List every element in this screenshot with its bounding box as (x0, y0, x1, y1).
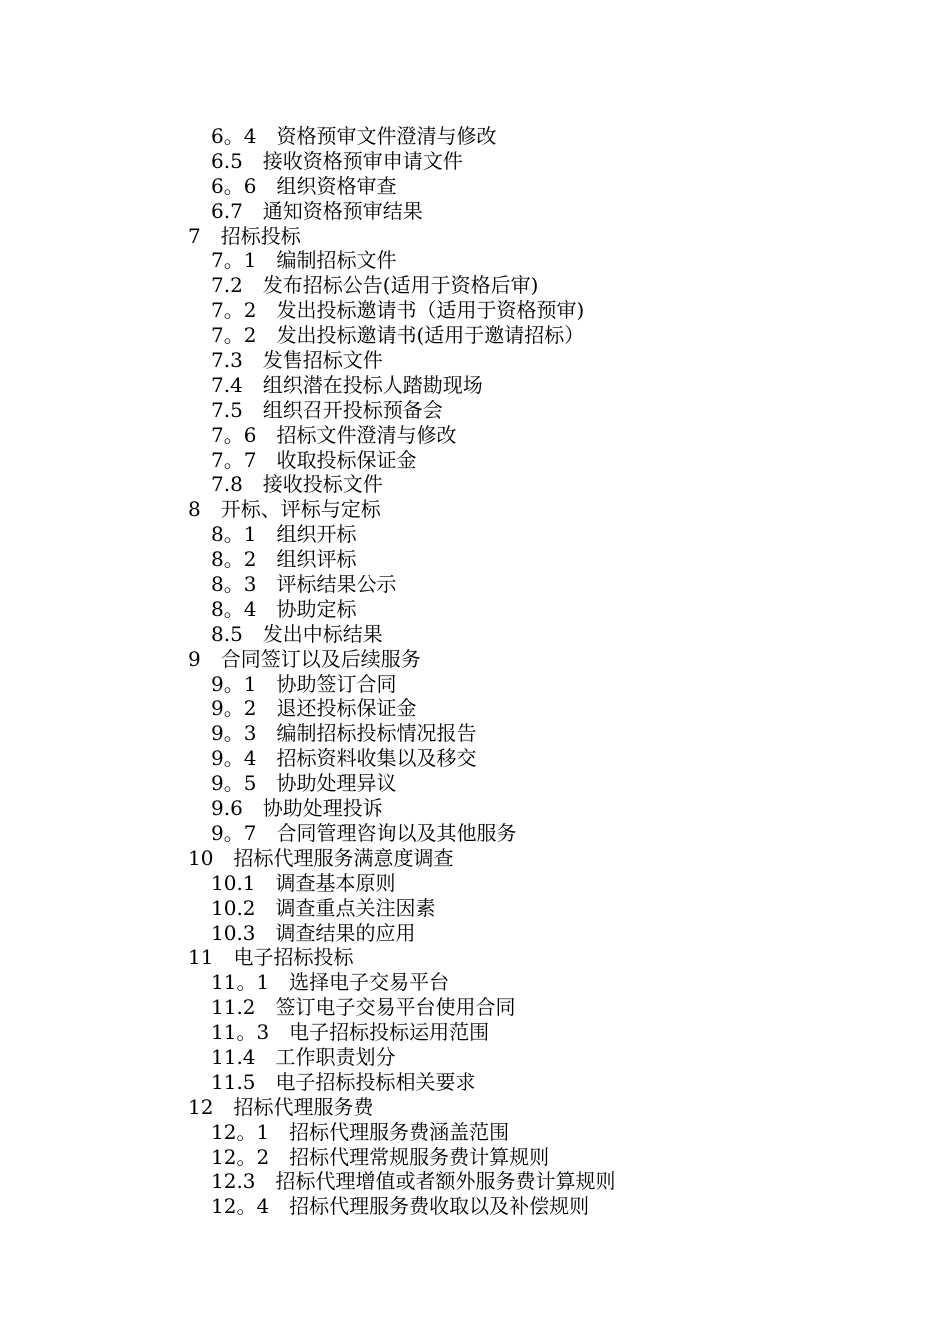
toc-section-heading: 12 招标代理服务费 (188, 1094, 374, 1119)
toc-subsection-item: 7。2 发出投标邀请书(适用于邀请招标） (211, 323, 585, 348)
toc-subsection-item: 6。6 组织资格审查 (211, 173, 397, 198)
toc-section-heading: 8 开标、评标与定标 (188, 497, 381, 522)
toc-subsection-item: 9。7 合同管理咨询以及其他服务 (211, 820, 517, 845)
toc-page (0, 124, 950, 1219)
toc-subsection-item: 9。1 协助签订合同 (211, 671, 397, 696)
toc-subsection-item: 7.8 接收投标文件 (211, 472, 383, 497)
toc-subsection-item: 12。1 招标代理服务费涵盖范围 (211, 1119, 510, 1144)
toc-subsection-item: 12.3 招标代理增值或者额外服务费计算规则 (211, 1169, 616, 1194)
toc-subsection-item: 8。4 协助定标 (211, 596, 357, 621)
toc-subsection-item: 9。2 退还投标保证金 (211, 696, 417, 721)
toc-subsection-item: 12。2 招标代理常规服务费计算规则 (211, 1144, 550, 1169)
toc-subsection-item: 9。4 招标资料收集以及移交 (211, 746, 477, 771)
toc-subsection-item: 11.2 签订电子交易平台使用合同 (211, 995, 516, 1020)
toc-subsection-item: 9。3 编制招标投标情况报告 (211, 721, 477, 746)
toc-subsection-item: 11.5 电子招标投标相关要求 (211, 1069, 476, 1094)
toc-list (0, 124, 950, 1219)
toc-subsection-item: 7。6 招标文件澄清与修改 (211, 422, 457, 447)
toc-subsection-item: 8。2 组织评标 (211, 547, 357, 572)
toc-subsection-item: 7.4 组织潜在投标人踏勘现场 (211, 372, 483, 397)
toc-subsection-item: 10.1 调查基本原则 (211, 870, 396, 895)
toc-subsection-item: 8。3 评标结果公示 (211, 572, 397, 597)
toc-subsection-item: 9。5 协助处理异议 (211, 771, 397, 796)
toc-subsection-item: 7。1 编制招标文件 (211, 248, 397, 273)
toc-subsection-item: 8。1 组织开标 (211, 522, 357, 547)
toc-subsection-item: 11。1 选择电子交易平台 (211, 970, 450, 995)
toc-subsection-item: 6。4 资格预审文件澄清与修改 (211, 124, 497, 148)
toc-subsection-item: 7.2 发布招标公告(适用于资格后审) (211, 273, 539, 298)
toc-subsection-item: 7.5 组织召开投标预备会 (211, 397, 443, 422)
toc-subsection-item: 6.7 通知资格预审结果 (211, 198, 423, 223)
toc-subsection-item: 7。7 收取投标保证金 (211, 447, 417, 472)
toc-subsection-item: 11。3 电子招标投标运用范围 (211, 1020, 490, 1045)
toc-section-heading: 9 合同签订以及后续服务 (188, 646, 421, 671)
toc-subsection-item: 7。2 发出投标邀请书（适用于资格预审) (211, 298, 585, 323)
toc-subsection-item: 8.5 发出中标结果 (211, 621, 383, 646)
toc-subsection-item: 6.5 接收资格预审申请文件 (211, 148, 463, 173)
toc-subsection-item: 11.4 工作职责划分 (211, 1044, 396, 1069)
toc-section-heading: 11 电子招标投标 (188, 945, 354, 970)
toc-subsection-item: 7.3 发售招标文件 (211, 348, 383, 373)
toc-section-heading: 10 招标代理服务满意度调查 (188, 845, 454, 870)
toc-subsection-item: 10.3 调查结果的应用 (211, 920, 416, 945)
toc-section-heading: 7 招标投标 (188, 223, 301, 248)
toc-subsection-item: 10.2 调查重点关注因素 (211, 895, 436, 920)
toc-subsection-item: 12。4 招标代理服务费收取以及补偿规则 (211, 1194, 590, 1219)
toc-subsection-item: 9.6 协助处理投诉 (211, 796, 383, 821)
